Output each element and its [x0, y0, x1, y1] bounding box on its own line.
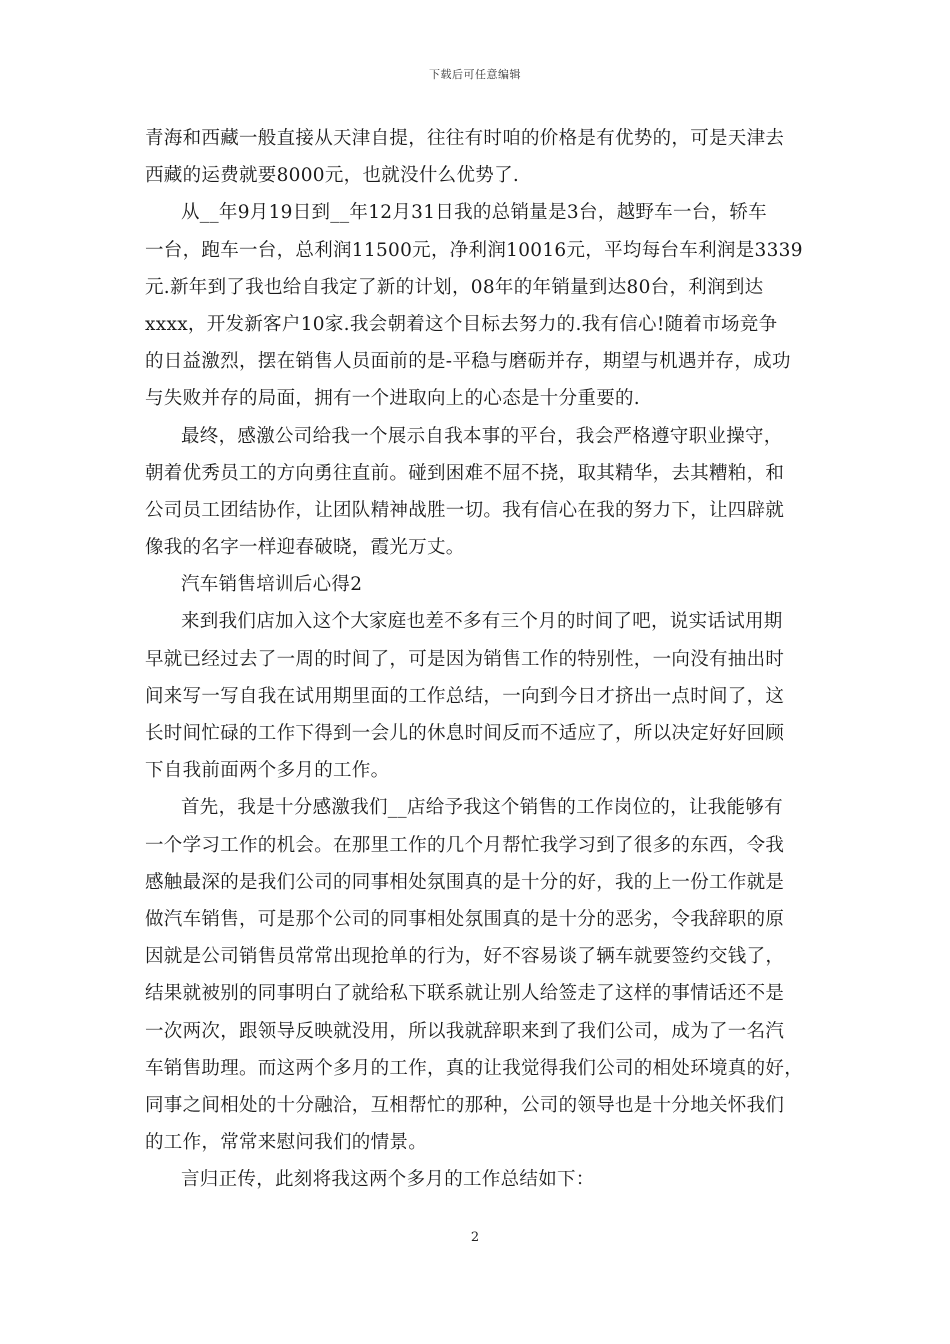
- text-line: 一个学习工作的机会。在那里工作的几个月帮忙我学习到了很多的东西，令我: [145, 834, 785, 856]
- text-line: 元.新年到了我也给自我定了新的计划，08年的年销量到达80台，利润到达: [145, 276, 764, 298]
- text-line: 同事之间相处的十分融洽，互相帮忙的那种，公司的领导也是十分地关怀我们: [145, 1094, 785, 1116]
- text-line: 做汽车销售，可是那个公司的同事相处氛围真的是十分的恶劣，令我辞职的原: [145, 908, 785, 930]
- page-header: 下载后可任意编辑: [429, 68, 521, 81]
- text-line: 的日益激烈，摆在销售人员面前的是-平稳与磨砺并存，期望与机遇并存，成功: [145, 351, 791, 373]
- text-line: 感触最深的是我们公司的同事相处氛围真的是十分的好，我的上一份工作就是: [145, 871, 785, 893]
- text-line: 的工作，常常来慰问我们的情景。: [145, 1132, 428, 1154]
- text-line: 早就已经过去了一周的时间了，可是因为销售工作的特别性，一向没有抽出时: [145, 648, 785, 670]
- text-line: 汽车销售培训后心得2: [181, 574, 363, 596]
- text-line: 一台，跑车一台，总利润11500元，净利润10016元，平均每台车利润是3339: [145, 239, 803, 261]
- document-body: [145, 120, 817, 1198]
- text-line: 言归正传，此刻将我这两个多月的工作总结如下：: [181, 1169, 595, 1191]
- text-line: 间来写一写自我在试用期里面的工作总结，一向到今日才挤出一点时间了，这: [145, 685, 785, 707]
- text-line: xxxx，开发新客户10家.我会朝着这个目标去努力的.我有信心!随着市场竞争: [145, 313, 778, 335]
- text-line: 因就是公司销售员常常出现抢单的行为，好不容易谈了辆车就要签约交钱了，: [145, 946, 785, 968]
- text-line: 公司员工团结协作，让团队精神战胜一切。我有信心在我的努力下，让四辟就: [145, 499, 785, 521]
- text-line: 来到我们店加入这个大家庭也差不多有三个月的时间了吧，说实话试用期: [181, 611, 783, 633]
- text-line: 与失败并存的局面，拥有一个进取向上的心态是十分重要的.: [145, 388, 640, 410]
- text-line: 长时间忙碌的工作下得到一会儿的休息时间反而不适应了，所以决定好好回顾: [145, 723, 785, 744]
- text-line: 朝着优秀员工的方向勇往直前。碰到困难不屈不挠，取其精华，去其糟粕，和: [145, 462, 785, 484]
- text-line: 西藏的运费就要8000元，也就没什么优势了.: [145, 165, 520, 187]
- text-line: 车销售助理。而这两个多月的工作，真的让我觉得我们公司的相处环境真的好，: [145, 1057, 804, 1079]
- text-line: 下自我前面两个多月的工作。: [145, 760, 390, 782]
- text-line: 一次两次，跟领导反映就没用，所以我就辞职来到了我们公司，成为了一名汽: [145, 1020, 785, 1042]
- page-number: 2: [470, 1230, 480, 1245]
- text-line: 结果就被别的同事明白了就给私下联系就让别人给签走了这样的事情话还不是: [145, 983, 785, 1005]
- text-line: 首先，我是十分感激我们__店给予我这个销售的工作岗位的，让我能够有: [181, 797, 783, 819]
- text-line: 青海和西藏一般直接从天津自提，往往有时咱的价格是有优势的，可是天津去: [145, 128, 785, 149]
- text-line: 最终，感激公司给我一个展示自我本事的平台，我会严格遵守职业操守，: [181, 425, 783, 447]
- text-line: 从__年9月19日到__年12月31日我的总销量是3台，越野车一台，轿车: [181, 202, 767, 224]
- text-line: 像我的名字一样迎春破晓，霞光万丈。: [145, 537, 465, 559]
